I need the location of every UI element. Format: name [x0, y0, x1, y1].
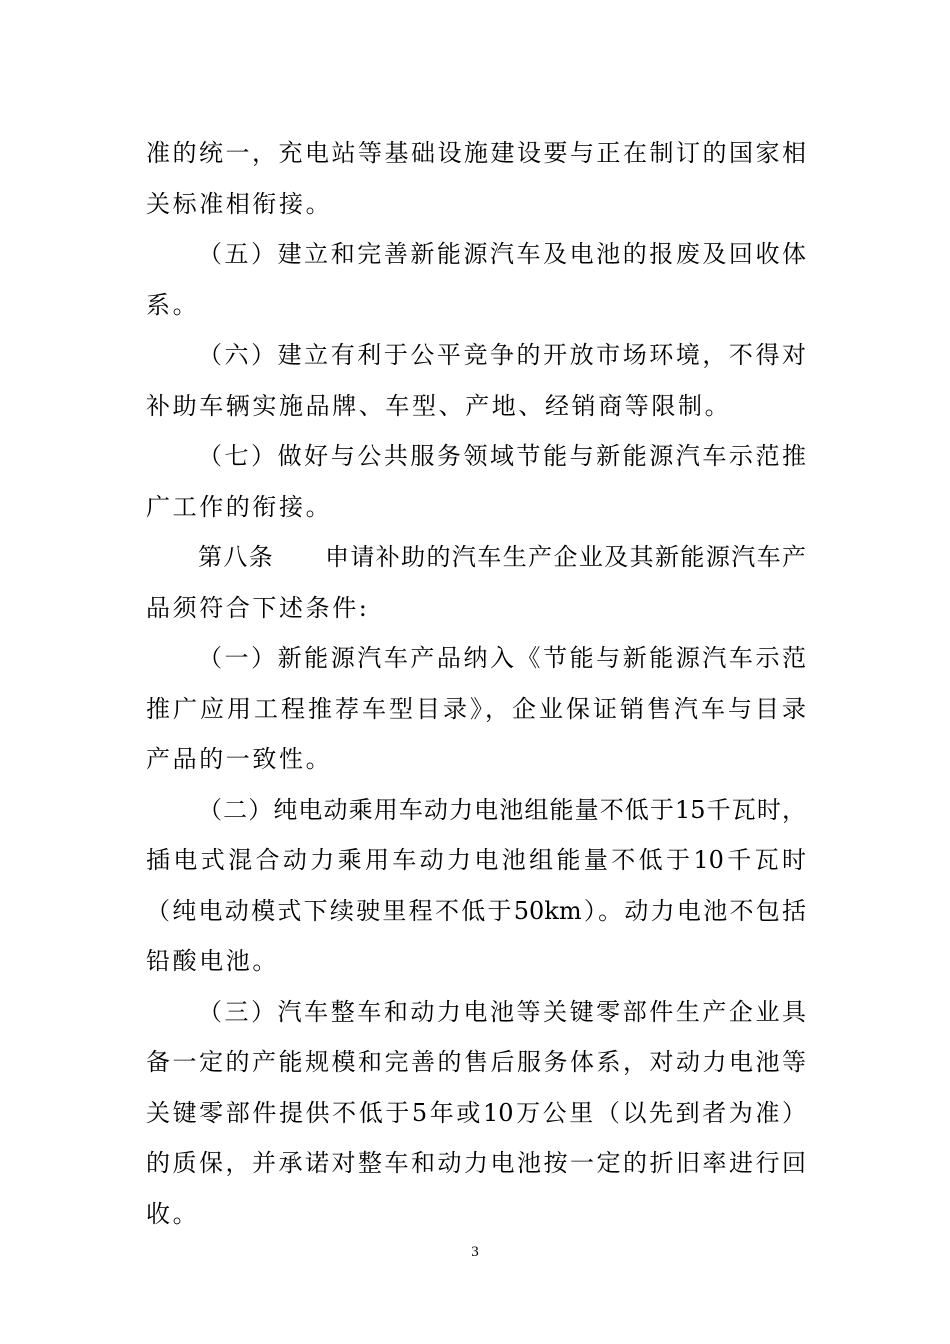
text-line: （一）新能源汽车产品纳入《节能与新能源汽车示范 [198, 644, 806, 672]
text-line: 插电式混合动力乘用车动力电池组能量不低于10千瓦时 [146, 846, 806, 874]
text-line: 收。 [146, 1199, 200, 1228]
page-number: 3 [471, 1244, 479, 1260]
text-line: （六）建立有利于公平竞争的开放市场环境，不得对 [198, 341, 806, 369]
text-line: （五）建立和完善新能源汽车及电池的报废及回收体 [198, 240, 806, 268]
text-line: 关标准相衔接。 [146, 189, 333, 218]
text-line: （纯电动模式下续驶里程不低于50km）。动力电池不包括 [146, 896, 806, 925]
text-line: 备一定的产能规模和完善的售后服务体系，对动力电池等 [146, 1048, 806, 1076]
text-line: 广工作的衔接。 [146, 492, 333, 521]
text-line: 的质保，并承诺对整车和动力电池按一定的折旧率进行回 [146, 1149, 806, 1177]
document-body [146, 128, 806, 1239]
text-line: （二）纯电动乘用车动力电池组能量不低于15千瓦时， [198, 795, 806, 824]
text-line: 第八条 申请补助的汽车生产企业及其新能源汽车产 [198, 543, 806, 571]
text-line: 系。 [146, 290, 200, 319]
text-line: 补助车辆实施品牌、车型、产地、经销商等限制。 [146, 391, 732, 420]
text-line: 关键零部件提供不低于5年或10万公里（以先到者为准） [146, 1098, 806, 1127]
text-line: （七）做好与公共服务领域节能与新能源汽车示范推 [198, 442, 806, 470]
text-line: （三）汽车整车和动力电池等关键零部件生产企业具 [198, 997, 806, 1026]
text-line: 准的统一，充电站等基础设施建设要与正在制订的国家相 [146, 139, 806, 167]
text-line: 品须符合下述条件: [146, 593, 370, 622]
text-line: 铅酸电池。 [146, 947, 279, 975]
text-line: 推广应用工程推荐车型目录》，企业保证销售汽车与目录 [146, 694, 806, 723]
text-line: 产品的一致性。 [146, 745, 333, 773]
